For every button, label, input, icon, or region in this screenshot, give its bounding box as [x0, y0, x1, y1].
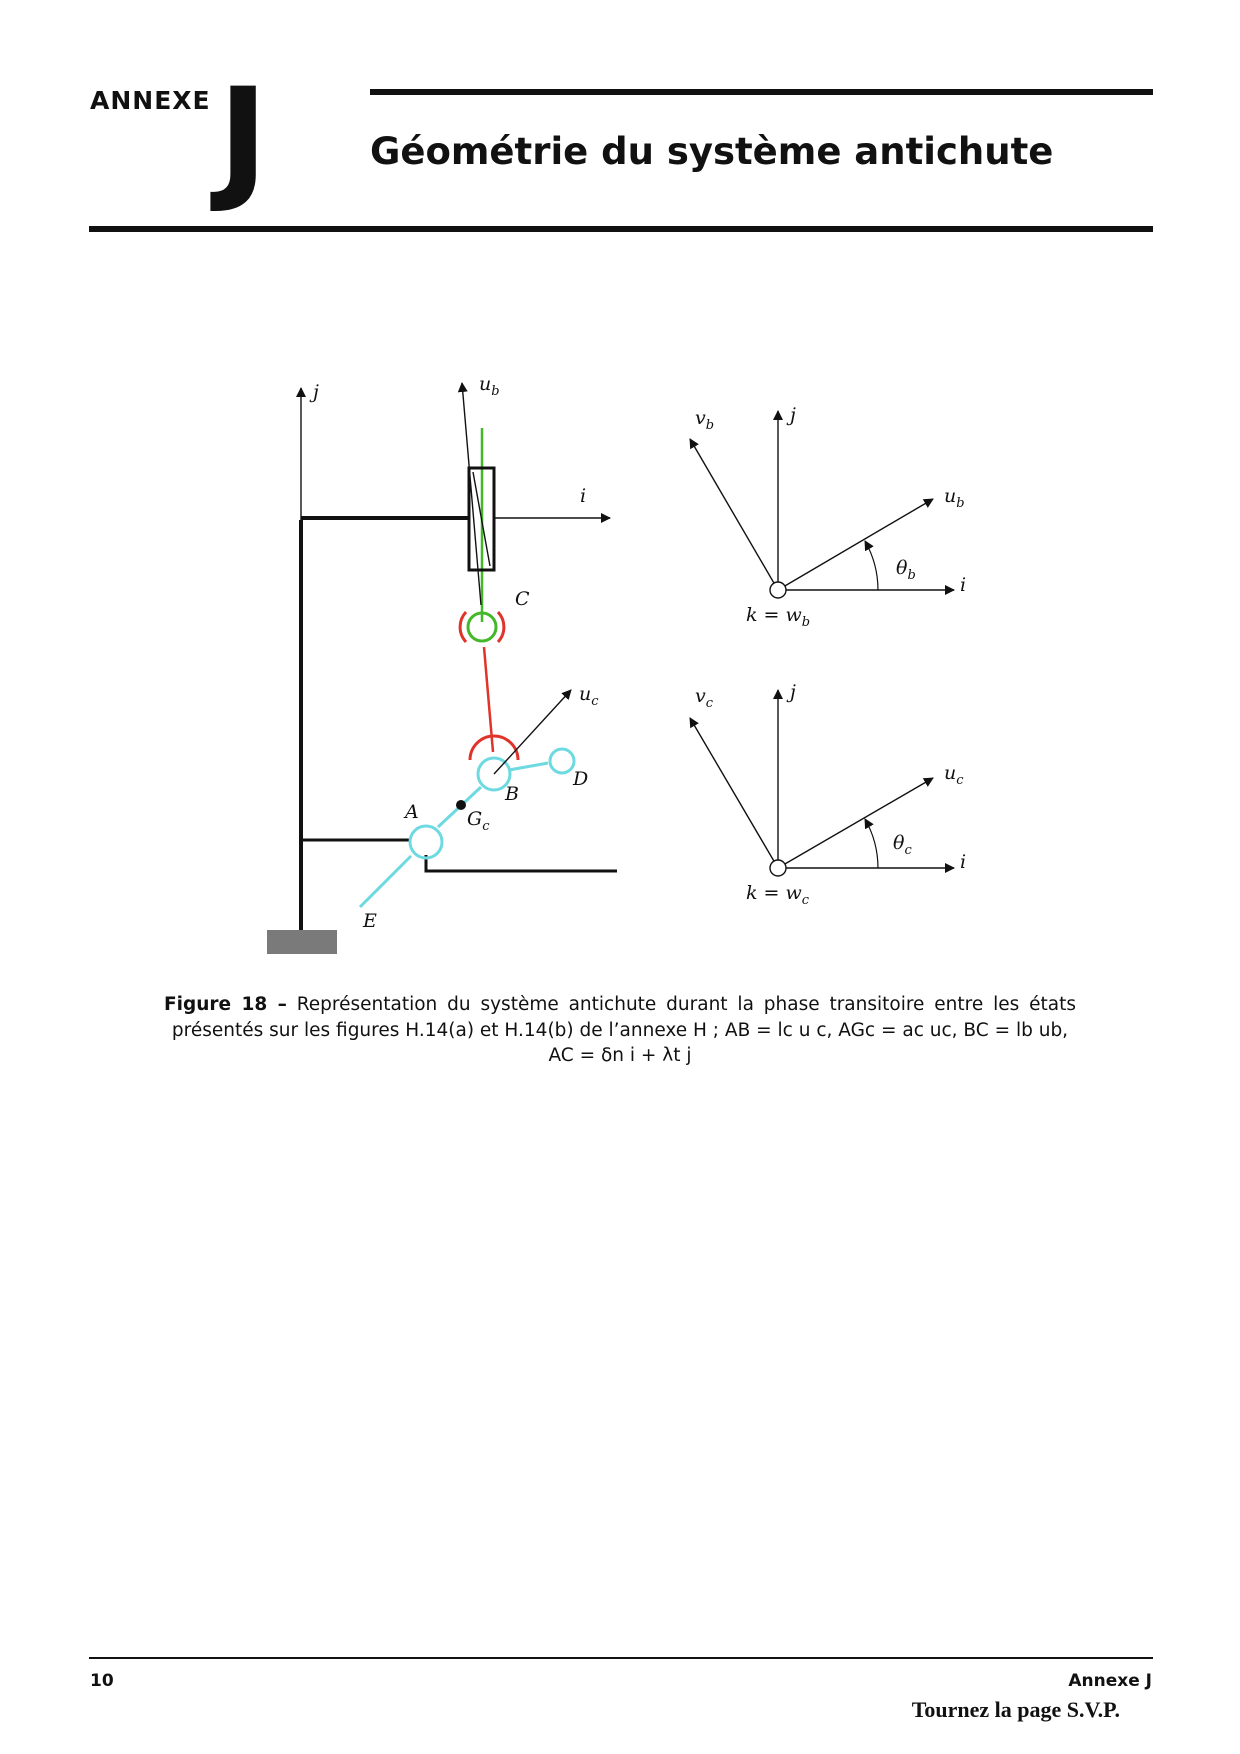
label-i: i — [580, 485, 587, 507]
basis-b-label-v: $v_b$ — [695, 407, 715, 433]
basis-c-k-circle — [770, 860, 786, 876]
left-diagram — [267, 373, 617, 954]
basis-c-label-v: $v_c$ — [695, 685, 714, 711]
basis-c-diagram — [690, 681, 966, 908]
basis-b-label-u: $u_b$ — [944, 485, 965, 511]
footer-annexe: Annexe J — [1068, 1671, 1152, 1691]
joint-C-red-right — [498, 612, 504, 642]
joint-D — [550, 749, 574, 773]
basis-b-k-circle — [770, 582, 786, 598]
label-C: C — [515, 588, 530, 610]
label-uc: $u_c$ — [579, 683, 599, 709]
caption-equation-2: AC = δn i + λt j — [548, 1045, 692, 1067]
basis-c-label-j: j — [790, 681, 796, 703]
joint-A — [410, 826, 442, 858]
page-title: Géométrie du système antichute — [370, 130, 1054, 173]
basis-c-label-k: $k = w_c$ — [746, 882, 810, 908]
basis-b-vb-arrow — [690, 439, 778, 590]
caption-label: Figure 18 – — [164, 994, 287, 1015]
joint-C-red-left — [460, 612, 466, 642]
label-D: D — [573, 768, 589, 790]
label-ub: $u_b$ — [479, 373, 500, 399]
basis-c-label-theta: $\theta_c$ — [893, 832, 912, 858]
cyan-arm-EA — [360, 856, 411, 907]
basis-c-label-u: $u_c$ — [944, 762, 964, 788]
basis-b-label-k: $k = w_b$ — [746, 604, 811, 630]
annexe-letter: J — [218, 59, 269, 216]
platform — [426, 855, 617, 871]
label-E: E — [363, 910, 377, 932]
footer-rule — [89, 1657, 1153, 1659]
basis-c-vc-arrow — [690, 718, 778, 868]
label-A: A — [405, 801, 419, 823]
ub-vector-arrow — [462, 383, 481, 605]
caption-text: Représentation du système antichute durant la phase transitoire entre les états présentés sur les figures H.14(a) et H.14(b) de l’annexe H ; AB = l — [171, 994, 1076, 1041]
basis-b-label-theta: $\theta_b$ — [896, 557, 916, 583]
label-B: B — [505, 783, 519, 805]
basis-c-label-i: i — [960, 851, 967, 873]
basis-b-label-j: j — [790, 404, 796, 426]
basis-b-label-i: i — [960, 574, 967, 596]
basis-b-diagram — [690, 404, 966, 630]
caption-equation-1: c u c, AGc = ac uc, BC = lb ub, — [782, 1019, 1069, 1041]
basis-c-angle-arc — [865, 819, 878, 868]
point-Gc — [456, 800, 466, 810]
page-number: 10 — [90, 1671, 114, 1691]
cyan-arm-BD — [509, 763, 548, 770]
ground-block — [267, 930, 337, 954]
annexe-label: ANNEXE — [90, 86, 211, 115]
uc-vector-arrow — [494, 690, 571, 774]
turn-page-note: Tournez la page S.V.P. — [911, 1697, 1120, 1722]
basis-b-angle-arc — [865, 541, 878, 590]
figure-caption — [164, 992, 1076, 1069]
label-Gc: $G_c$ — [467, 808, 490, 834]
label-j: j — [313, 381, 319, 403]
